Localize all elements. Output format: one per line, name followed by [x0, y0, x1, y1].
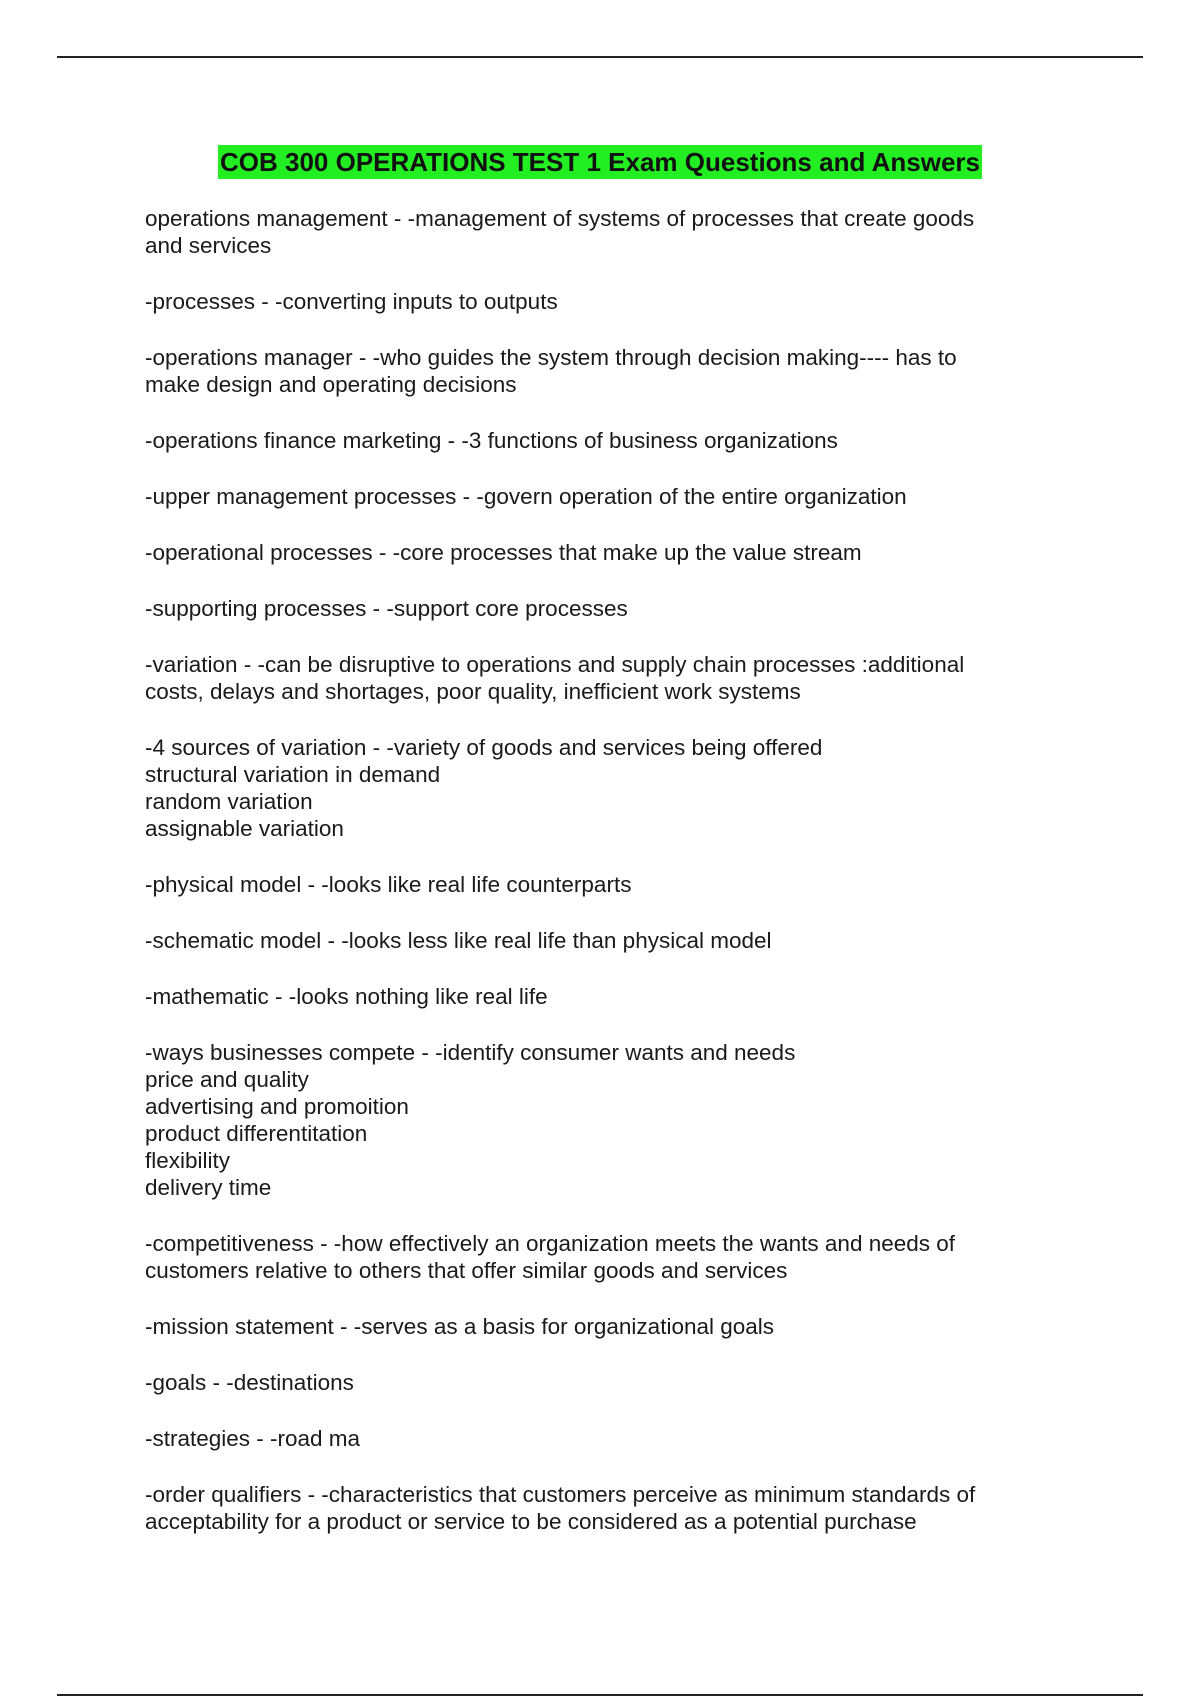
qa-entry-term-line: -operations manager - -who guides the system through decision making---- has to [145, 345, 957, 370]
qa-entry-continuation-line: price and quality [145, 1067, 309, 1092]
qa-entry-term-line: -goals - -destinations [145, 1370, 354, 1395]
qa-entry-continuation-line: random variation [145, 789, 313, 814]
qa-entry-term-line: -ways businesses compete - -identify consumer wants and needs [145, 1040, 796, 1065]
qa-entry [145, 983, 1065, 1010]
qa-entry-term-line: -physical model - -looks like real life counterparts [145, 872, 632, 897]
document-title: COB 300 OPERATIONS TEST 1 Exam Questions and Answers [220, 147, 980, 177]
qa-entry-continuation-line: advertising and promoition [145, 1094, 409, 1119]
qa-entry-term-line: -upper management processes - -govern operation of the entire organization [145, 484, 907, 509]
qa-entry-term-line: -operations finance marketing - -3 functions of business organizations [145, 428, 838, 453]
qa-entry [145, 288, 1065, 315]
qa-entry-term-line: -order qualifiers - -characteristics that customers perceive as minimum standards of [145, 1482, 976, 1507]
qa-entry-continuation-line: costs, delays and shortages, poor quality, inefficient work systems [145, 679, 801, 704]
qa-entry [145, 1425, 1065, 1452]
qa-entry-continuation-line: flexibility [145, 1148, 231, 1173]
qa-entry-term-line: -competitiveness - -how effectively an organization meets the wants and needs of [145, 1231, 956, 1256]
qa-entry-continuation-line: product differentitation [145, 1121, 368, 1146]
title-container [0, 145, 1200, 179]
qa-entry [145, 651, 1065, 705]
qa-entry [145, 871, 1065, 898]
qa-entry-continuation-line: acceptability for a product or service to be considered as a potential purchase [145, 1509, 917, 1534]
qa-entry [145, 595, 1065, 622]
qa-entry-term-line: -4 sources of variation - -variety of goods and services being offered [145, 735, 823, 760]
qa-entry [145, 344, 1065, 398]
qa-entry [145, 1369, 1065, 1396]
qa-entry [145, 1481, 1065, 1535]
qa-entry-continuation-line: customers relative to others that offer similar goods and services [145, 1258, 788, 1283]
qa-entry [145, 205, 1065, 259]
qa-entry [145, 1039, 1065, 1201]
qa-entry [145, 1313, 1065, 1340]
qa-entry-term-line: -supporting processes - -support core processes [145, 596, 628, 621]
qa-entry [145, 427, 1065, 454]
qa-list [145, 205, 1065, 1564]
qa-entry [145, 734, 1065, 842]
bottom-rule [57, 1694, 1143, 1696]
qa-entry-term-line: -mission statement - -serves as a basis for organizational goals [145, 1314, 775, 1339]
qa-entry-term-line: -schematic model - -looks less like real life than physical model [145, 928, 772, 953]
qa-entry-continuation-line: and services [145, 233, 272, 258]
qa-entry-continuation-line: delivery time [145, 1175, 272, 1200]
qa-entry-term-line: operations management - -management of systems of processes that create goods [145, 206, 975, 231]
qa-entry [145, 539, 1065, 566]
qa-entry-term-line: -operational processes - -core processes that make up the value stream [145, 540, 862, 565]
qa-entry-continuation-line: assignable variation [145, 816, 344, 841]
qa-entry-term-line: -mathematic - -looks nothing like real life [145, 984, 548, 1009]
qa-entry-term-line: -processes - -converting inputs to outputs [145, 289, 558, 314]
qa-entry [145, 927, 1065, 954]
qa-entry-continuation-line: make design and operating decisions [145, 372, 517, 397]
qa-entry-continuation-line: structural variation in demand [145, 762, 441, 787]
qa-entry [145, 1230, 1065, 1284]
qa-entry [145, 483, 1065, 510]
qa-entry-term-line: -variation - -can be disruptive to operations and supply chain processes :additional [145, 652, 965, 677]
top-rule [57, 56, 1143, 58]
qa-entry-term-line: -strategies - -road ma [145, 1426, 361, 1451]
